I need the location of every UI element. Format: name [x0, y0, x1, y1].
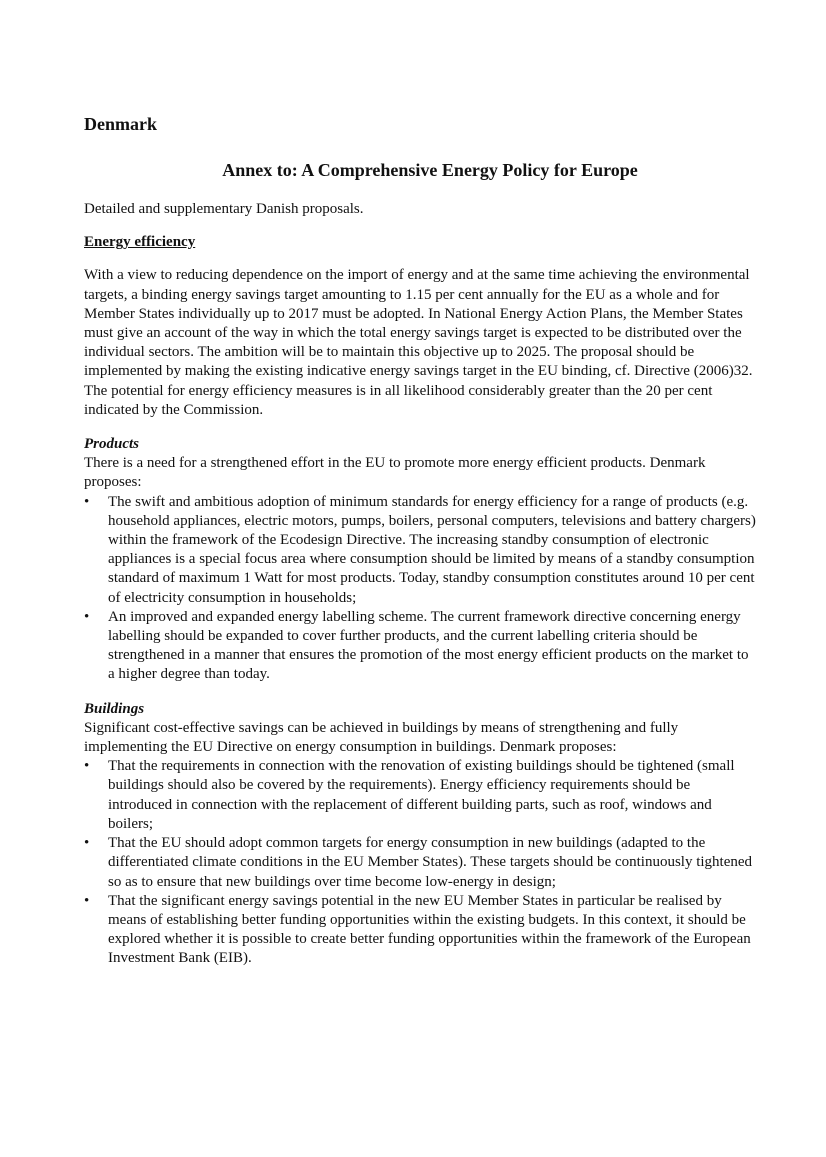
products-heading: Products [84, 436, 140, 453]
bullet-icon: • [84, 493, 90, 510]
list-item-text: That the significant energy savings potential in the new EU Member States in particular be realised by means of establishing better funding opportunities within the existing budgets. In this context, it should be explored whether it is possible to create better funding opportunities within the framework of the European Investment Bank (EIB). [108, 892, 751, 967]
buildings-list [84, 757, 756, 968]
list-item [84, 834, 756, 892]
energy-efficiency-paragraph: With a view to reducing dependence on the import of energy and at the same time achieving the environmental targets, a binding energy savings target amounting to 1.15 per cent annually for the EU as a whole and for Member States individually up to 2017 must be adopted. In National Energy Action Plans, the Member States must give an account of the way in which the total energy savings target is expected to be distributed over the individual sectors. The ambition will be to maintain this objective up to 2025. The proposal should be implemented by making the existing indicative energy savings target in the EU binding, cf. Directive (2006)32. The potential for energy efficiency measures is in all likelihood considerably greater than the 20 per cent indicated by the Commission. [84, 267, 753, 418]
bullet-icon: • [84, 835, 90, 852]
list-item [84, 757, 756, 834]
buildings-heading: Buildings [84, 700, 145, 717]
document-title: Annex to: A Comprehensive Energy Policy for Europe [222, 160, 638, 180]
list-item-text: An improved and expanded energy labelling scheme. The current framework directive concerning energy labelling should be expanded to cover further products, and the current labelling criteria should be strengthened in a manner that ensures the promotion of the most energy efficient products on the market to a higher degree than today. [108, 608, 749, 683]
list-item-text: The swift and ambitious adoption of minimum standards for energy efficiency for a range of products (e.g. household appliances, electric motors, pumps, boilers, personal computers, televisions and battery chargers) within the framework of the Ecodesign Directive. The increasing standby consumption of electronic appliances is a special focus area where consumption should be limited by means of a standby consumption standard of maximum 1 Watt for most products. Today, standby consumption constitutes around 10 per cent of electricity consumption in households; [108, 493, 756, 606]
products-list [84, 493, 756, 685]
products-intro: There is a need for a strengthened effort in the EU to promote more energy efficient products. Denmark proposes: [84, 455, 706, 491]
list-item [84, 608, 756, 685]
bullet-icon: • [84, 758, 90, 775]
intro-text: Detailed and supplementary Danish proposals. [84, 201, 364, 217]
list-item-text: That the requirements in connection with the renovation of existing buildings should be tightened (small buildings should also be covered by the requirements). Energy efficiency requirements should be introduced in connection with the replacement of different building parts, such as roof, windows and boilers; [108, 758, 735, 832]
list-item-text: That the EU should adopt common targets for energy consumption in new buildings (adapted to the differentiated climate conditions in the EU Member States). These targets should be continuously tightened so as to ensure that new buildings over time become low-energy in design; [108, 835, 753, 890]
buildings-section [84, 700, 756, 969]
country-heading: Denmark [84, 114, 157, 134]
list-item [84, 493, 756, 608]
list-item [84, 892, 756, 969]
energy-efficiency-heading: Energy efficiency [84, 234, 196, 251]
bullet-icon: • [84, 892, 90, 909]
bullet-icon: • [84, 608, 90, 625]
buildings-intro: Significant cost-effective savings can be achieved in buildings by means of strengthening and fully implementing the EU Directive on energy consumption in buildings. Denmark proposes: [84, 719, 679, 756]
products-section [84, 435, 756, 685]
document-page [84, 113, 756, 984]
